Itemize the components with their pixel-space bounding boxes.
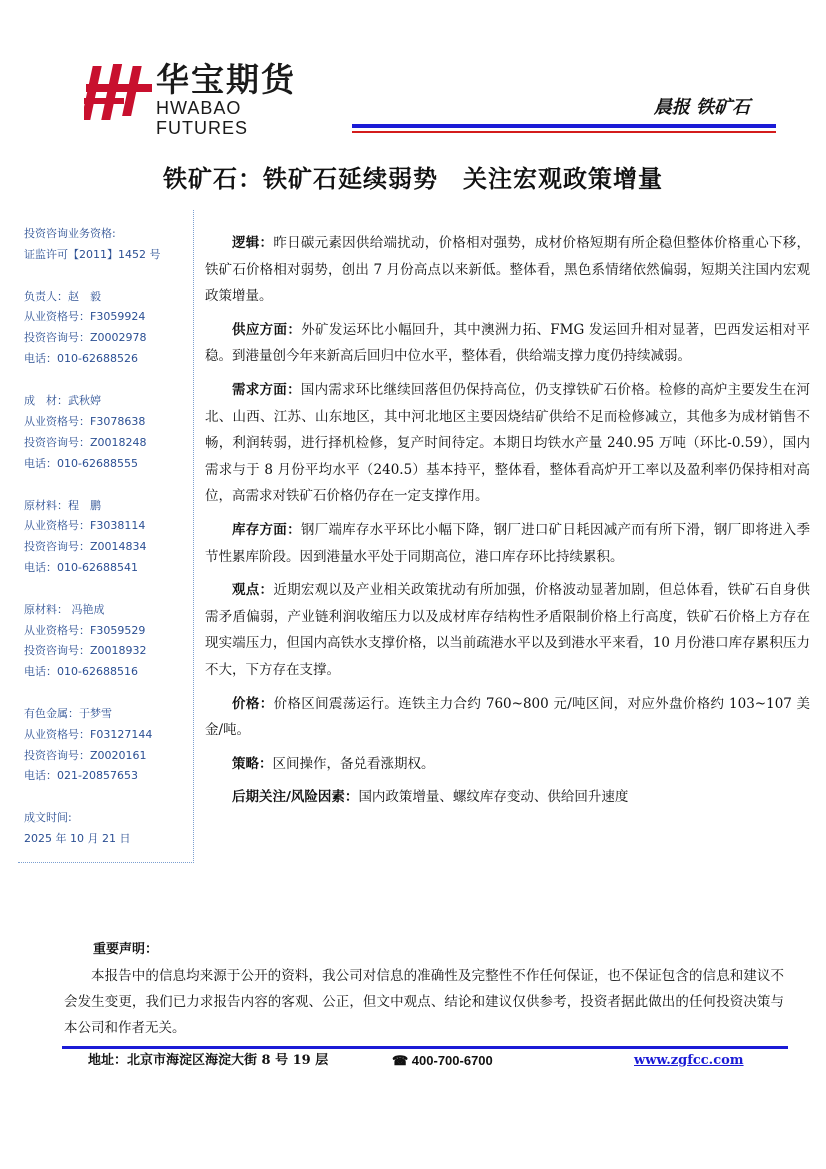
- paragraph-inventory: [205, 517, 810, 570]
- paragraph-text: 区间操作，备兑看涨期权。: [272, 755, 435, 772]
- analyst-sidebar: [18, 210, 194, 863]
- header-divider-red: [352, 131, 776, 133]
- paragraph-view: [205, 577, 810, 683]
- disclaimer-title: 重要声明：: [93, 942, 159, 957]
- sidebar-line: 投资咨询业务资格:: [24, 227, 116, 240]
- company-logo: [84, 60, 329, 138]
- sidebar-line: 原材料： 冯艳成: [24, 603, 105, 616]
- paragraph-text: 价格区间震荡运行。连铁主力合约 760~800 元/吨区间，对应外盘价格约 103~107 美金/吨。: [205, 695, 811, 739]
- footer-phone: ☎ 400-700-6700: [392, 1053, 493, 1068]
- sidebar-line: 负责人：赵 毅: [24, 290, 101, 303]
- sidebar-line: 投资咨询号：Z0014834: [24, 540, 147, 553]
- sidebar-line: 从业资格号：F3059529: [24, 624, 146, 637]
- sidebar-line: 电话：010-62688555: [24, 457, 138, 470]
- paragraph-label: 库存方面：: [232, 521, 301, 538]
- sidebar-line: 电话：010-62688541: [24, 561, 138, 574]
- header-divider-blue: [352, 124, 776, 128]
- sidebar-line: 电话：010-62688516: [24, 665, 138, 678]
- sidebar-line: 原材料：程 鹏: [24, 499, 101, 512]
- sidebar-line: 成文时间:: [24, 811, 72, 824]
- sidebar-line: 电话：010-62688526: [24, 352, 138, 365]
- sidebar-line: 投资咨询号：Z0002978: [24, 331, 147, 344]
- paragraph-price: [205, 691, 810, 744]
- paragraph-label: 价格：: [232, 695, 274, 712]
- page-title: 铁矿石：铁矿石延续弱势 关注宏观政策增量: [163, 164, 663, 193]
- footer-address: 地址：北京市海淀区海淀大街 8 号 19 层: [88, 1053, 329, 1068]
- paragraph-text: 国内政策增量、螺纹库存变动、供给回升速度: [358, 789, 629, 806]
- sidebar-line: 投资咨询号：Z0018248: [24, 436, 147, 449]
- paragraph-text: 钢厂端库存水平环比小幅下降，钢厂进口矿日耗因减产而有所下滑，钢厂即将进入季节性累库阶段。因到港量水平处于同期高位，港口库存环比持续累积。: [205, 521, 811, 565]
- logo-chinese-name: 华宝期货: [156, 60, 296, 99]
- sidebar-line: 证监许可【2011】1452 号: [24, 248, 161, 261]
- sidebar-line: 从业资格号：F3038114: [24, 519, 146, 532]
- sidebar-line: 从业资格号：F03127144: [24, 728, 153, 741]
- sidebar-line: 成 材：武秋婷: [24, 394, 101, 407]
- sidebar-line: 电话：021-20857653: [24, 769, 138, 782]
- paragraph-risk: [205, 784, 810, 811]
- paragraph-label: 后期关注/风险因素：: [232, 789, 359, 806]
- paragraph-supply: [205, 317, 810, 370]
- paragraph-label: 观点：: [232, 582, 274, 599]
- paragraph-text: 国内需求环比继续回落但仍保持高位，仍支撑铁矿石价格。检修的高炉主要发生在河北、山西、江苏、山东地区，其中河北地区主要因烧结矿供给不足而检修减立，其他多为成材销售不畅，利润转弱，进行择机检修，复产时间待定。本期日均铁水产量 240.95 万吨（环比-0.59），国内需求与于 8 月份平均水平（240.5）基本持平，整体看，整体看高炉开工率以及盈利率仍保持相对高位，高需求对铁矿石价格仍存在一定支撑作用。: [205, 381, 811, 505]
- footer-divider: [62, 1046, 788, 1049]
- logo-english-name: HWABAO FUTURES: [156, 98, 248, 138]
- footer-website-link[interactable]: www.zgfcc.com: [634, 1053, 744, 1068]
- paragraph-demand: [205, 377, 810, 510]
- sidebar-line: 从业资格号：F3059924: [24, 310, 146, 323]
- paragraph-strategy: [205, 751, 810, 778]
- paragraph-text: 外矿发运环比小幅回升，其中澳洲力拓、FMG 发运回升相对显著，巴西发运相对平稳。到港量创今年来新高后回归中位水平，整体看，供给端支撑力度仍持续减弱。: [205, 321, 811, 365]
- paragraph-label: 供应方面：: [232, 321, 302, 338]
- paragraph-text: 近期宏观以及产业相关政策扰动有所加强，价格波动显著加剧，但总体看，铁矿石自身供需矛盾偏弱，产业链利润收缩压力以及成材库存结构性矛盾限制价格上行高度，铁矿石价格上方存在现实端压力，但国内高铁水支撑价格，以当前疏港水平以及到港水平来看，10 月份港口库存累积压力不大，下方存在支撑。: [205, 582, 811, 678]
- sidebar-line: 从业资格号：F3078638: [24, 415, 146, 428]
- paragraph-label: 需求方面：: [232, 381, 301, 398]
- paragraph-text: 昨日碳元素因供给端扰动，价格相对强势，成材价格短期有所企稳但整体价格重心下移，铁矿石价格相对弱势，创出 7 月份高点以来新低。整体看，黑色系情绪依然偏弱，短期关注国内宏观政策增量。: [205, 235, 811, 305]
- sidebar-line: 投资咨询号：Z0018932: [24, 644, 147, 657]
- report-type: 晨报 铁矿石: [653, 97, 750, 118]
- paragraph-label: 逻辑：: [232, 235, 274, 251]
- logo-mark-icon: [84, 60, 154, 124]
- disclaimer-text: 本报告中的信息均来源于公开的资料，我公司对信息的准确性及完整性不作任何保证，也不保证包含的信息和建议不会发生变更，我们已力求报告内容的客观、公正，但文中观点、结论和建议仅供参考，投资者据此做出的任何投资决策与本公司和作者无关。: [64, 968, 784, 1036]
- sidebar-line: 投资咨询号：Z0020161: [24, 749, 147, 762]
- paragraph-logic: [205, 230, 810, 310]
- sidebar-line: 有色金属：于梦雪: [24, 707, 112, 720]
- paragraph-label: 策略：: [232, 755, 273, 772]
- sidebar-line: 2025 年 10 月 21 日: [24, 832, 131, 845]
- report-body: [205, 230, 810, 818]
